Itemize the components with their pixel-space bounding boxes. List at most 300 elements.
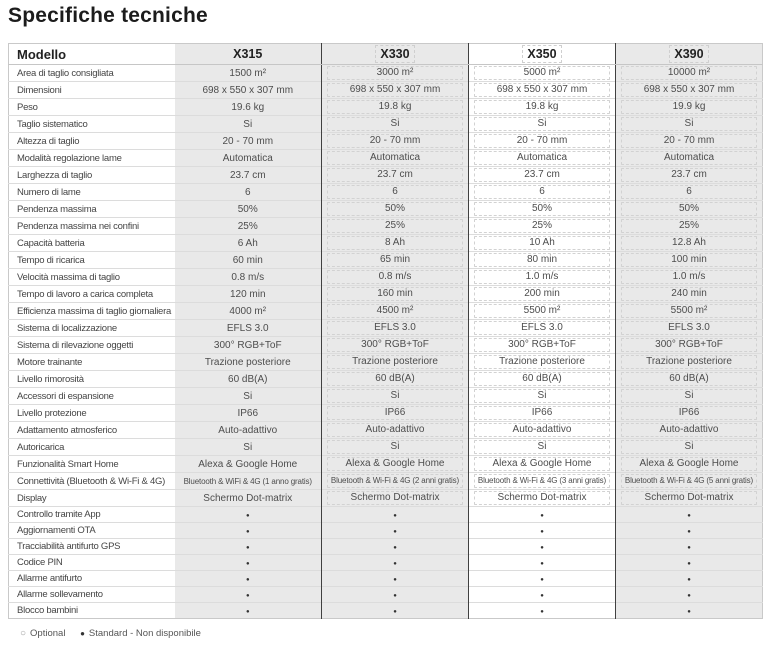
spec-value-cell xyxy=(322,82,469,99)
spec-row xyxy=(9,587,763,603)
spec-row xyxy=(9,539,763,555)
spec-value-cell xyxy=(322,235,469,252)
spec-value: Si xyxy=(243,390,253,402)
spec-value-cell xyxy=(469,439,616,456)
spec-value: 25% xyxy=(474,219,610,233)
spec-value-cell xyxy=(616,252,763,269)
standard-dot-icon: ● xyxy=(245,593,250,599)
spec-value: Alexa & Google Home xyxy=(327,457,463,471)
spec-value: Auto-adattivo xyxy=(621,423,757,437)
spec-value-cell xyxy=(322,371,469,388)
spec-value-cell xyxy=(322,603,469,619)
spec-value: Bluetooth & Wi-Fi & 4G (5 anni gratis) xyxy=(621,474,757,488)
spec-value-cell xyxy=(469,150,616,167)
spec-value: Si xyxy=(327,389,463,403)
spec-value: 20 - 70 mm xyxy=(474,134,610,148)
spec-value: Bluetooth & WiFi & 4G (1 anno gratis) xyxy=(183,476,312,486)
spec-value: 6 xyxy=(474,185,610,199)
page-title: Specifiche tecniche xyxy=(8,4,208,27)
spec-value: 698 x 550 x 307 mm xyxy=(474,83,610,97)
spec-value-cell xyxy=(175,235,322,252)
spec-value: Alexa & Google Home xyxy=(198,458,298,470)
row-label: Autoricarica xyxy=(9,439,175,456)
spec-row xyxy=(9,523,763,539)
spec-value-cell xyxy=(469,65,616,82)
spec-value: 19.9 kg xyxy=(621,100,757,114)
spec-value-cell xyxy=(175,490,322,507)
spec-value-cell xyxy=(322,133,469,150)
standard-dot-icon: ● xyxy=(687,529,691,535)
spec-value: Si xyxy=(621,440,757,454)
standard-dot-icon: ● xyxy=(393,593,397,599)
standard-dot-icon: ● xyxy=(687,545,691,551)
spec-row xyxy=(9,82,763,99)
spec-row xyxy=(9,133,763,150)
spec-value: 0.8 m/s xyxy=(231,271,265,283)
column-header-model xyxy=(322,44,469,65)
spec-row xyxy=(9,571,763,587)
legend-optional xyxy=(20,628,65,639)
spec-value-cell xyxy=(322,422,469,439)
spec-value-cell xyxy=(175,150,322,167)
spec-value: 1.0 m/s xyxy=(474,270,610,284)
spec-value: Si xyxy=(243,441,253,453)
spec-value-cell xyxy=(322,150,469,167)
spec-row xyxy=(9,269,763,286)
optional-circle-icon: ○ xyxy=(20,628,27,639)
spec-value-cell xyxy=(616,65,763,82)
spec-value-cell xyxy=(469,167,616,184)
model-name: X390 xyxy=(669,45,708,63)
spec-value-cell xyxy=(175,388,322,405)
standard-dot-icon: ● xyxy=(540,529,544,535)
spec-value-cell xyxy=(175,603,322,619)
spec-value: 698 x 550 x 307 mm xyxy=(621,83,757,97)
spec-value: Schermo Dot-matrix xyxy=(327,491,463,505)
standard-dot-icon: ● xyxy=(540,577,544,583)
spec-value-cell xyxy=(616,337,763,354)
row-label: Tracciabilità antifurto GPS xyxy=(9,539,175,555)
spec-value-cell xyxy=(469,286,616,303)
spec-value: 50% xyxy=(327,202,463,216)
spec-value-cell xyxy=(616,405,763,422)
standard-dot-icon: ● xyxy=(540,609,544,615)
spec-value-cell xyxy=(616,269,763,286)
spec-value: 20 - 70 mm xyxy=(222,135,274,147)
spec-value: 10 Ah xyxy=(474,236,610,250)
spec-value: 80 min xyxy=(474,253,610,267)
spec-value-cell xyxy=(322,587,469,603)
spec-row xyxy=(9,405,763,422)
spec-value: 0.8 m/s xyxy=(327,270,463,284)
spec-value-cell xyxy=(175,65,322,82)
spec-value: IP66 xyxy=(237,407,259,419)
row-label: Pendenza massima nei confini xyxy=(9,218,175,235)
spec-row xyxy=(9,456,763,473)
spec-value-cell xyxy=(469,201,616,218)
spec-value-cell xyxy=(469,218,616,235)
model-name: X315 xyxy=(233,47,263,61)
spec-value: 3000 m² xyxy=(327,66,463,80)
model-name: X350 xyxy=(522,45,561,63)
spec-value-cell xyxy=(469,252,616,269)
spec-value-cell xyxy=(469,422,616,439)
spec-row xyxy=(9,439,763,456)
spec-value-cell xyxy=(322,201,469,218)
spec-value-cell xyxy=(469,371,616,388)
row-label: Numero di lame xyxy=(9,184,175,201)
spec-value-cell xyxy=(469,388,616,405)
row-label: Funzionalità Smart Home xyxy=(9,456,175,473)
spec-value: 10000 m² xyxy=(621,66,757,80)
spec-value-cell xyxy=(322,539,469,555)
spec-value-cell xyxy=(469,235,616,252)
spec-value-cell xyxy=(616,167,763,184)
spec-value: Automatica xyxy=(474,151,610,165)
standard-dot-icon: ● xyxy=(80,629,85,638)
spec-value-cell xyxy=(175,201,322,218)
spec-value-cell xyxy=(616,439,763,456)
spec-row xyxy=(9,184,763,201)
spec-value: Auto-adattivo xyxy=(327,423,463,437)
spec-value-cell xyxy=(322,218,469,235)
legend-optional-label: Optional xyxy=(30,628,66,639)
legend-standard-label: Standard - Non disponibile xyxy=(88,628,201,639)
spec-value: 12.8 Ah xyxy=(621,236,757,250)
spec-value: Trazione posteriore xyxy=(327,355,463,369)
spec-value-cell xyxy=(616,539,763,555)
standard-dot-icon: ● xyxy=(687,609,691,615)
spec-value-cell xyxy=(469,269,616,286)
spec-value-cell xyxy=(322,337,469,354)
spec-value-cell xyxy=(175,116,322,133)
spec-value-cell xyxy=(175,354,322,371)
row-label: Sistema di localizzazione xyxy=(9,320,175,337)
spec-value-cell xyxy=(616,371,763,388)
spec-value-cell xyxy=(175,184,322,201)
spec-value: 50% xyxy=(474,202,610,216)
spec-value: 300° RGB+ToF xyxy=(621,338,757,352)
spec-value: 19.8 kg xyxy=(474,100,610,114)
table-body xyxy=(9,65,763,619)
spec-row xyxy=(9,252,763,269)
spec-value: Si xyxy=(621,389,757,403)
spec-value-cell xyxy=(469,523,616,539)
spec-value-cell xyxy=(322,99,469,116)
spec-value-cell xyxy=(469,320,616,337)
standard-dot-icon: ● xyxy=(245,561,250,567)
spec-value-cell xyxy=(616,286,763,303)
spec-value-cell xyxy=(175,456,322,473)
spec-value-cell xyxy=(322,184,469,201)
spec-value-cell xyxy=(322,473,469,490)
spec-value-cell xyxy=(175,371,322,388)
row-label: Livello rimorosità xyxy=(9,371,175,388)
spec-value-cell xyxy=(616,82,763,99)
spec-value-cell xyxy=(616,523,763,539)
spec-value-cell xyxy=(175,218,322,235)
row-label: Controllo tramite App xyxy=(9,507,175,523)
spec-value: 1500 m² xyxy=(229,67,267,79)
spec-row xyxy=(9,603,763,619)
spec-row xyxy=(9,490,763,507)
spec-row xyxy=(9,218,763,235)
column-header-label: Modello xyxy=(9,44,175,65)
spec-value: 60 min xyxy=(232,254,263,266)
spec-value: Si xyxy=(327,440,463,454)
spec-value-cell xyxy=(469,571,616,587)
spec-value-cell xyxy=(469,116,616,133)
spec-value: 60 dB(A) xyxy=(621,372,757,386)
spec-value: Bluetooth & Wi-Fi & 4G (2 anni gratis) xyxy=(327,474,463,488)
spec-value: 20 - 70 mm xyxy=(621,134,757,148)
spec-value-cell xyxy=(175,439,322,456)
spec-value-cell xyxy=(175,82,322,99)
spec-value: IP66 xyxy=(327,406,463,420)
standard-dot-icon: ● xyxy=(393,561,397,567)
row-label: Capacità batteria xyxy=(9,235,175,252)
row-label: Modalità regolazione lame xyxy=(9,150,175,167)
spec-value: Auto-adattivo xyxy=(474,423,610,437)
spec-value: 300° RGB+ToF xyxy=(213,339,282,351)
standard-dot-icon: ● xyxy=(687,577,691,583)
spec-value-cell xyxy=(175,252,322,269)
spec-value-cell xyxy=(175,507,322,523)
spec-value-cell xyxy=(469,354,616,371)
spec-value-cell xyxy=(322,456,469,473)
spec-row xyxy=(9,201,763,218)
standard-dot-icon: ● xyxy=(245,529,250,535)
standard-dot-icon: ● xyxy=(540,593,544,599)
spec-value: 60 dB(A) xyxy=(327,372,463,386)
standard-dot-icon: ● xyxy=(393,529,397,535)
row-label: Tempo di ricarica xyxy=(9,252,175,269)
spec-row xyxy=(9,320,763,337)
spec-value: Trazione posteriore xyxy=(621,355,757,369)
spec-value-cell xyxy=(175,269,322,286)
spec-value-cell xyxy=(469,303,616,320)
spec-value-cell xyxy=(616,507,763,523)
spec-value: 23.7 cm xyxy=(327,168,463,182)
spec-row xyxy=(9,473,763,490)
spec-value: IP66 xyxy=(621,406,757,420)
spec-value-cell xyxy=(175,523,322,539)
spec-value: 5500 m² xyxy=(621,304,757,318)
spec-value: Trazione posteriore xyxy=(474,355,610,369)
spec-value-cell xyxy=(469,539,616,555)
spec-value: Trazione posteriore xyxy=(204,356,291,368)
column-header-model xyxy=(175,44,322,65)
standard-dot-icon: ● xyxy=(245,513,250,519)
spec-value-cell xyxy=(322,571,469,587)
spec-value: 25% xyxy=(237,220,258,232)
spec-value: 6 xyxy=(327,185,463,199)
spec-value-cell xyxy=(175,320,322,337)
spec-value-cell xyxy=(175,587,322,603)
standard-dot-icon: ● xyxy=(540,545,544,551)
spec-value-cell xyxy=(616,99,763,116)
spec-value: 5500 m² xyxy=(474,304,610,318)
spec-value-cell xyxy=(616,150,763,167)
row-label: Codice PIN xyxy=(9,555,175,571)
spec-value: 4500 m² xyxy=(327,304,463,318)
spec-value-cell xyxy=(322,405,469,422)
spec-value: EFLS 3.0 xyxy=(327,321,463,335)
row-label: Pendenza massima xyxy=(9,201,175,218)
spec-value: Si xyxy=(474,389,610,403)
standard-dot-icon: ● xyxy=(687,561,691,567)
spec-value: Schermo Dot-matrix xyxy=(621,491,757,505)
spec-value: 25% xyxy=(327,219,463,233)
spec-value: Auto-adattivo xyxy=(218,424,278,436)
spec-value-cell xyxy=(616,133,763,150)
spec-value: 23.7 cm xyxy=(621,168,757,182)
spec-value: 65 min xyxy=(327,253,463,267)
spec-value-cell xyxy=(322,286,469,303)
spec-value: Automatica xyxy=(621,151,757,165)
spec-value-cell xyxy=(469,555,616,571)
spec-value-cell xyxy=(175,571,322,587)
column-header-model xyxy=(616,44,763,65)
spec-value-cell xyxy=(322,555,469,571)
spec-value-cell xyxy=(616,184,763,201)
row-label: Aggiornamenti OTA xyxy=(9,523,175,539)
spec-row xyxy=(9,167,763,184)
spec-value-cell xyxy=(469,82,616,99)
spec-value-cell xyxy=(175,286,322,303)
spec-value-cell xyxy=(175,303,322,320)
spec-value-cell xyxy=(616,116,763,133)
standard-dot-icon: ● xyxy=(245,609,250,615)
spec-value: Alexa & Google Home xyxy=(474,457,610,471)
standard-dot-icon: ● xyxy=(540,513,544,519)
spec-row xyxy=(9,303,763,320)
spec-value-cell xyxy=(616,354,763,371)
spec-value-cell xyxy=(469,99,616,116)
spec-value: Si xyxy=(474,117,610,131)
spec-value: Schermo Dot-matrix xyxy=(203,492,293,504)
spec-value-cell xyxy=(322,507,469,523)
standard-dot-icon: ● xyxy=(540,561,544,567)
spec-value-cell xyxy=(322,116,469,133)
row-label: Allarme antifurto xyxy=(9,571,175,587)
spec-value: IP66 xyxy=(474,406,610,420)
spec-value-cell xyxy=(175,473,322,490)
spec-value: 20 - 70 mm xyxy=(327,134,463,148)
row-label: Display xyxy=(9,490,175,507)
spec-value-cell xyxy=(322,303,469,320)
spec-value-cell xyxy=(322,320,469,337)
spec-value-cell xyxy=(616,303,763,320)
spec-value-cell xyxy=(616,587,763,603)
spec-value: 6 Ah xyxy=(237,237,258,249)
specs-table xyxy=(8,43,763,619)
spec-row xyxy=(9,354,763,371)
spec-value-cell xyxy=(616,218,763,235)
spec-value: 60 dB(A) xyxy=(474,372,610,386)
spec-value-cell xyxy=(469,184,616,201)
row-label: Sistema di rilevazione oggetti xyxy=(9,337,175,354)
spec-value-cell xyxy=(616,473,763,490)
spec-value: Si xyxy=(621,117,757,131)
spec-value: 25% xyxy=(621,219,757,233)
row-label: Accessori di espansione xyxy=(9,388,175,405)
table-header-row xyxy=(9,44,763,65)
spec-value-cell xyxy=(175,167,322,184)
spec-value: 240 min xyxy=(621,287,757,301)
spec-value: 8 Ah xyxy=(327,236,463,250)
row-label: Larghezza di taglio xyxy=(9,167,175,184)
spec-value-cell xyxy=(469,603,616,619)
spec-value-cell xyxy=(175,422,322,439)
spec-value: 100 min xyxy=(621,253,757,267)
spec-value: Si xyxy=(243,118,253,130)
spec-value-cell xyxy=(469,587,616,603)
row-label: Dimensioni xyxy=(9,82,175,99)
spec-value: 698 x 550 x 307 mm xyxy=(202,84,294,96)
spec-value-cell xyxy=(616,603,763,619)
spec-value-cell xyxy=(616,456,763,473)
spec-value-cell xyxy=(322,490,469,507)
row-label: Blocco bambini xyxy=(9,603,175,619)
spec-value-cell xyxy=(469,405,616,422)
spec-value: 160 min xyxy=(327,287,463,301)
spec-row xyxy=(9,116,763,133)
spec-value-cell xyxy=(616,555,763,571)
spec-value-cell xyxy=(616,201,763,218)
standard-dot-icon: ● xyxy=(245,577,250,583)
spec-value: 5000 m² xyxy=(474,66,610,80)
spec-value-cell xyxy=(616,490,763,507)
spec-value-cell xyxy=(469,473,616,490)
spec-row xyxy=(9,555,763,571)
column-header-model xyxy=(469,44,616,65)
spec-value-cell xyxy=(322,269,469,286)
spec-value: 300° RGB+ToF xyxy=(327,338,463,352)
spec-value: 23.7 cm xyxy=(474,168,610,182)
spec-value: 200 min xyxy=(474,287,610,301)
spec-row xyxy=(9,150,763,167)
spec-value: Si xyxy=(474,440,610,454)
spec-value: 19.8 kg xyxy=(327,100,463,114)
standard-dot-icon: ● xyxy=(687,593,691,599)
row-label: Efficienza massima di taglio giornaliera xyxy=(9,303,175,320)
spec-value-cell xyxy=(616,320,763,337)
spec-value: 23.7 cm xyxy=(229,169,266,181)
spec-value: 19.6 kg xyxy=(231,101,265,113)
spec-value-cell xyxy=(322,354,469,371)
row-label: Motore trainante xyxy=(9,354,175,371)
spec-value: 50% xyxy=(621,202,757,216)
spec-value-cell xyxy=(616,422,763,439)
spec-value: EFLS 3.0 xyxy=(474,321,610,335)
spec-value-cell xyxy=(175,337,322,354)
spec-row xyxy=(9,65,763,82)
spec-value-cell xyxy=(469,337,616,354)
spec-value: Alexa & Google Home xyxy=(621,457,757,471)
spec-value-cell xyxy=(322,167,469,184)
spec-row xyxy=(9,235,763,252)
row-label: Connettività (Bluetooth & Wi-Fi & 4G) xyxy=(9,473,175,490)
row-label: Allarme sollevamento xyxy=(9,587,175,603)
spec-value-cell xyxy=(469,456,616,473)
row-label: Peso xyxy=(9,99,175,116)
row-label: Livello protezione xyxy=(9,405,175,422)
standard-dot-icon: ● xyxy=(687,513,691,519)
spec-value-cell xyxy=(322,65,469,82)
spec-value-cell xyxy=(322,388,469,405)
row-label: Altezza di taglio xyxy=(9,133,175,150)
